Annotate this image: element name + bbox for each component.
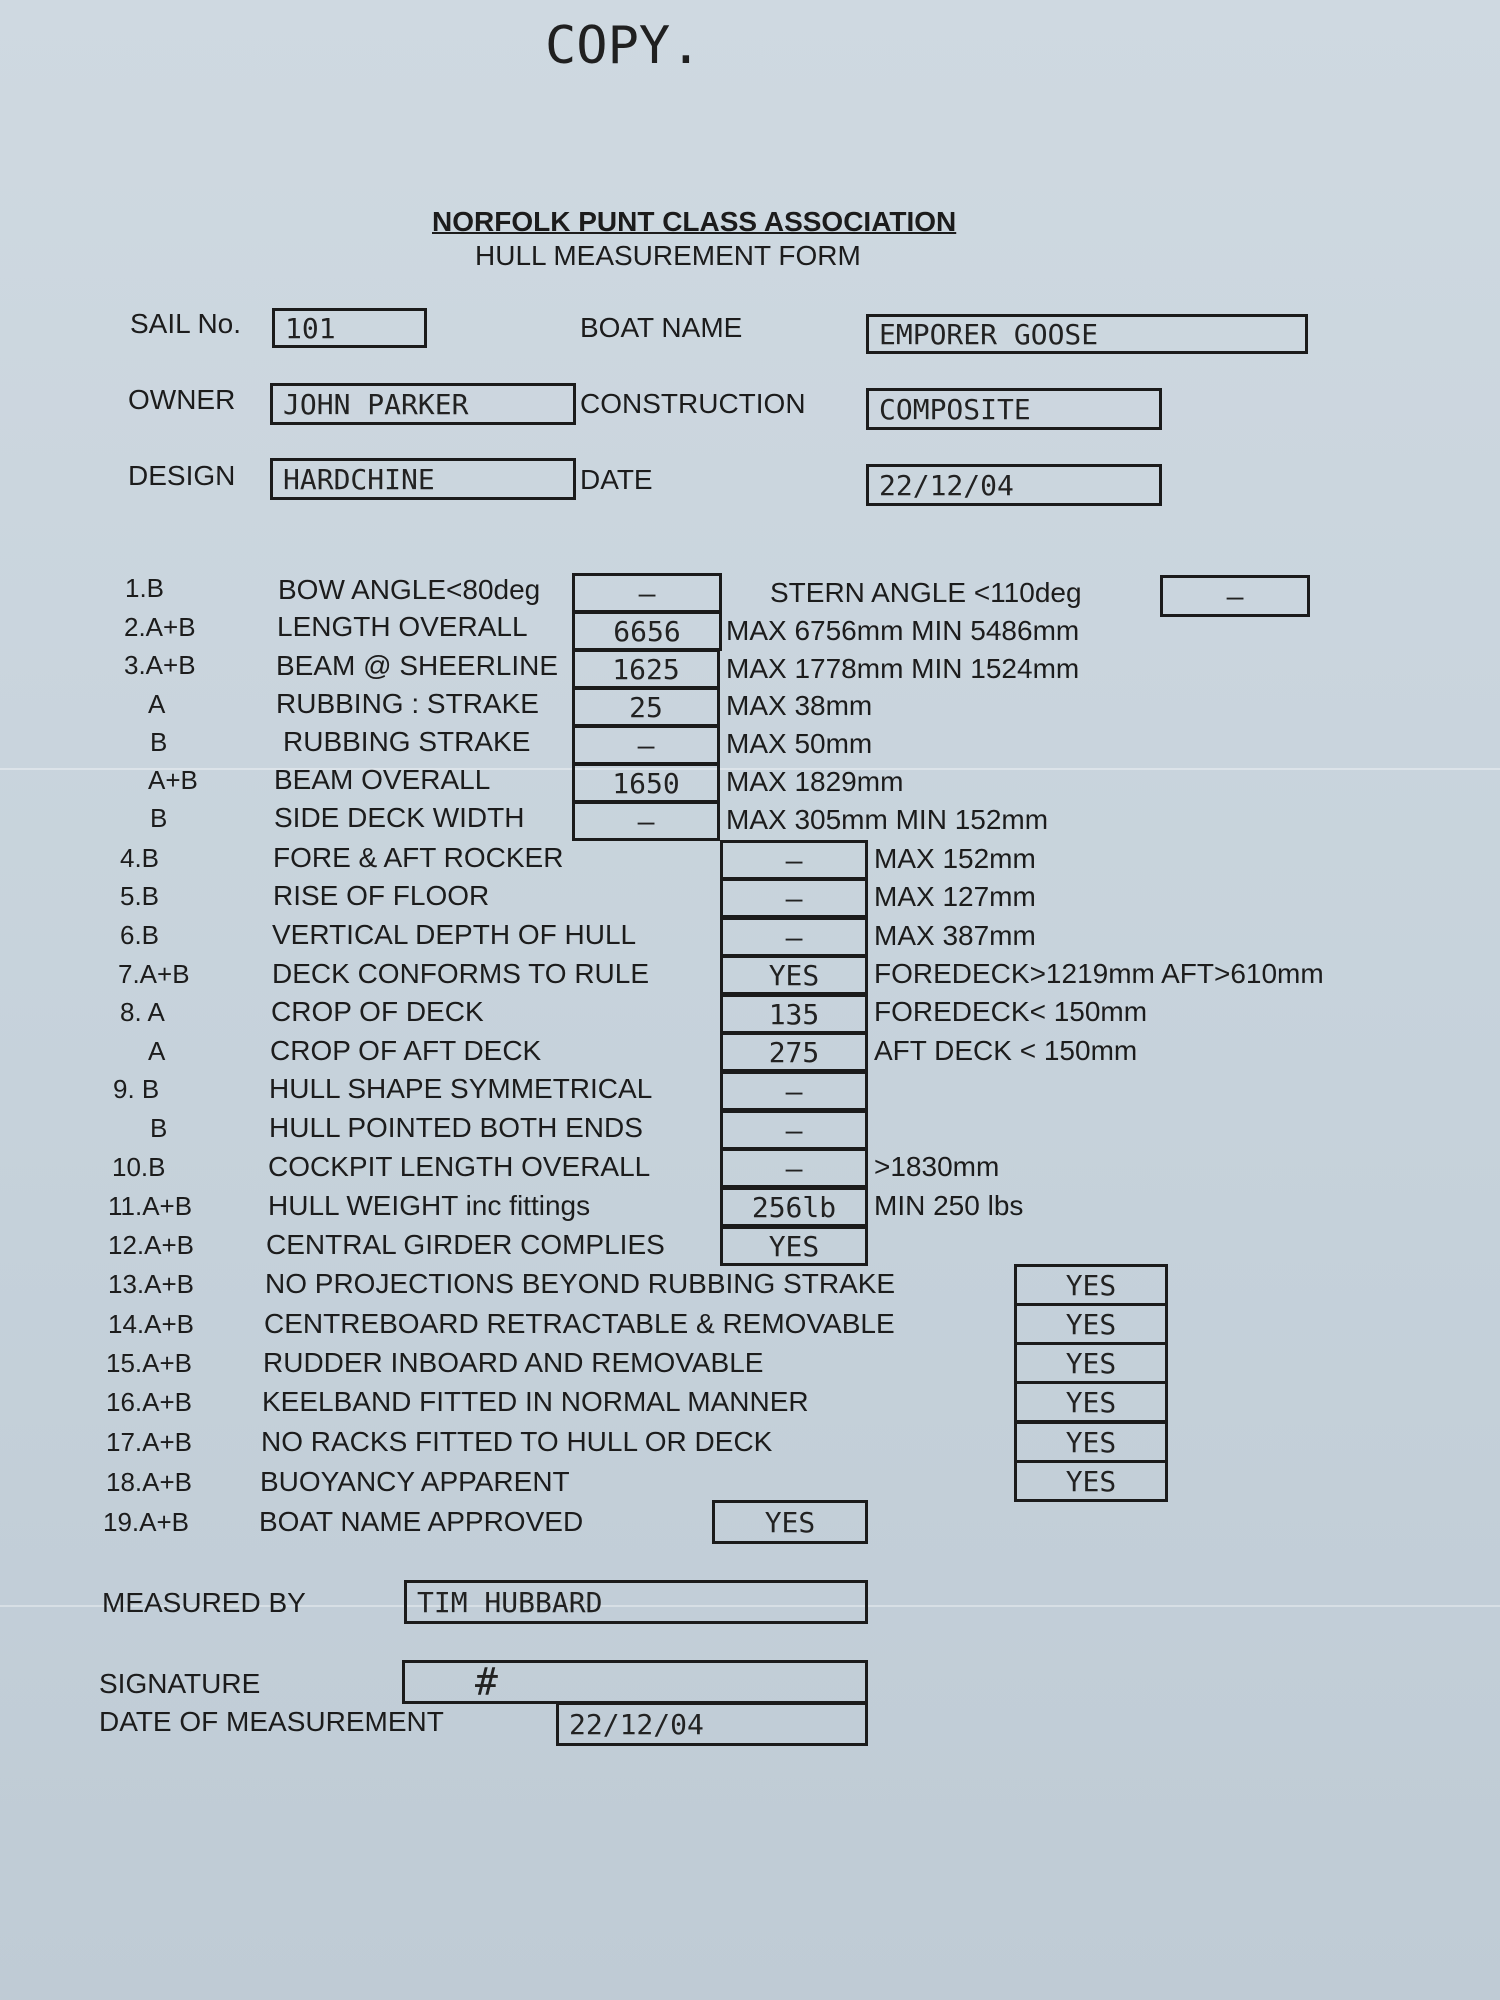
- stern-angle-label: STERN ANGLE <110deg: [770, 577, 1082, 608]
- row-label: RISE OF FLOOR: [273, 880, 490, 911]
- row-label: CROP OF AFT DECK: [270, 1035, 542, 1066]
- row-number: 1.B: [125, 573, 165, 603]
- row-label: CENTREBOARD RETRACTABLE & REMOVABLE: [264, 1308, 895, 1339]
- row-label: BEAM @ SHEERLINE: [276, 650, 559, 681]
- row-number: 9. B: [113, 1074, 160, 1104]
- row-limit: MAX 387mm: [874, 920, 1036, 951]
- stern-angle-field: [1160, 575, 1310, 617]
- owner-field: [270, 383, 576, 425]
- row-label: CROP OF DECK: [271, 996, 484, 1027]
- row-number: 8. A: [120, 997, 165, 1027]
- row-value: YES: [1065, 1346, 1117, 1380]
- row-label: HULL POINTED BOTH ENDS: [269, 1112, 643, 1143]
- row-limit: MAX 50mm: [726, 728, 873, 759]
- row-value-box: [572, 573, 722, 613]
- row-label: NO PROJECTIONS BEYOND RUBBING STRAKE: [265, 1268, 896, 1299]
- row-value: YES: [1065, 1385, 1117, 1419]
- row-number: A: [148, 689, 166, 719]
- date-value: 22/12/04: [879, 468, 1014, 502]
- measured-by-label: MEASURED BY: [102, 1587, 306, 1618]
- row-value-box: [572, 611, 722, 651]
- row-value: —: [785, 1113, 803, 1147]
- row-value-box: [720, 1032, 868, 1072]
- design-value: HARDCHINE: [283, 462, 435, 496]
- row-value-box: [720, 1071, 868, 1111]
- row-value-box: [720, 1187, 868, 1227]
- row-label: FORE & AFT ROCKER: [273, 842, 564, 873]
- row-value: YES: [1065, 1268, 1117, 1302]
- row-value-box: [1014, 1381, 1168, 1423]
- row-value-box: [1014, 1460, 1168, 1502]
- row-number: 18.A+B: [106, 1467, 193, 1497]
- row-value: —: [638, 576, 656, 610]
- row-value: 275: [768, 1035, 820, 1069]
- measured-by-field: [404, 1580, 868, 1624]
- signature-field: [402, 1660, 868, 1704]
- row-value-box: [572, 725, 720, 765]
- row-number: 4.B: [120, 843, 160, 873]
- row-limit: MIN 250 lbs: [874, 1190, 1024, 1221]
- row-limit: AFT DECK < 150mm: [874, 1035, 1138, 1066]
- boat-name-value: EMPORER GOOSE: [879, 317, 1099, 351]
- date-label: DATE: [580, 464, 653, 495]
- row-number: 3.A+B: [124, 650, 196, 680]
- row-value: —: [785, 1074, 803, 1108]
- row-value: YES: [1065, 1307, 1117, 1341]
- row-limit: MAX 152mm: [874, 843, 1036, 874]
- row-value: 6656: [613, 614, 681, 648]
- row-value: YES: [768, 958, 820, 992]
- row-number: 6.B: [120, 920, 160, 950]
- row-value-box: [572, 763, 720, 803]
- row-value-box: [1014, 1264, 1168, 1306]
- signature-value: #: [475, 1660, 498, 1704]
- row-limit: FOREDECK>1219mm AFT>610mm: [874, 958, 1324, 989]
- row-value: 256lb: [751, 1190, 837, 1224]
- association-title: NORFOLK PUNT CLASS ASSOCIATION: [432, 206, 957, 237]
- date-field: [866, 464, 1162, 506]
- row-label: SIDE DECK WIDTH: [274, 802, 525, 833]
- form-title: HULL MEASUREMENT FORM: [475, 240, 861, 271]
- design-field: [270, 458, 576, 500]
- row-value-box: [720, 1148, 868, 1188]
- row-label: COCKPIT LENGTH OVERALL: [268, 1151, 651, 1182]
- row-label: NO RACKS FITTED TO HULL OR DECK: [261, 1426, 773, 1457]
- row-number: 19.A+B: [103, 1507, 190, 1537]
- row-value-box: [1014, 1303, 1168, 1345]
- row-label: KEELBAND FITTED IN NORMAL MANNER: [262, 1386, 809, 1417]
- row-number: 7.A+B: [118, 959, 190, 989]
- row-limit: >1830mm: [874, 1151, 1000, 1182]
- row-value-box: [1014, 1421, 1168, 1463]
- row-value-box: [720, 994, 868, 1034]
- row-value-box: [712, 1500, 868, 1544]
- row-number: 12.A+B: [108, 1230, 195, 1260]
- row-number: A: [148, 1036, 166, 1066]
- row-value: 25: [629, 690, 663, 724]
- row-limit: MAX 1829mm: [726, 766, 904, 797]
- row-number: 5.B: [120, 881, 160, 911]
- boat-name-field: [866, 314, 1308, 354]
- row-number: 14.A+B: [108, 1309, 195, 1339]
- row-value-box: [720, 1110, 868, 1150]
- row-label: HULL WEIGHT inc fittings: [268, 1190, 591, 1221]
- row-value: —: [637, 804, 655, 838]
- stern-angle-value: —: [1226, 579, 1244, 613]
- row-label: RUBBING STRAKE: [283, 726, 531, 757]
- row-number: B: [150, 1113, 168, 1143]
- row-value-box: [720, 878, 868, 918]
- date-of-measurement-label: DATE OF MEASUREMENT: [99, 1706, 444, 1737]
- row-value: —: [785, 920, 803, 954]
- row-label: BOW ANGLE<80deg: [278, 574, 541, 605]
- row-number: 10.B: [112, 1152, 166, 1182]
- row-limit: MAX 305mm MIN 152mm: [726, 804, 1049, 835]
- row-value: 1625: [612, 652, 680, 686]
- row-number: 16.A+B: [106, 1387, 193, 1417]
- row-label: CENTRAL GIRDER COMPLIES: [266, 1229, 665, 1260]
- date-of-measurement-value: 22/12/04: [569, 1707, 704, 1741]
- row-value: —: [785, 1151, 803, 1185]
- construction-field: [866, 388, 1162, 430]
- row-value-box: [1014, 1342, 1168, 1384]
- row-value: YES: [768, 1229, 820, 1263]
- row-label: BUOYANCY APPARENT: [260, 1466, 570, 1497]
- sail-no-label: SAIL No.: [130, 308, 242, 339]
- row-value: YES: [1065, 1425, 1117, 1459]
- row-value: YES: [1065, 1464, 1117, 1498]
- sail-no-value: 101: [285, 311, 336, 345]
- row-value-box: [572, 649, 720, 689]
- row-limit: FOREDECK< 150mm: [874, 996, 1148, 1027]
- row-value: —: [637, 728, 655, 762]
- construction-label: CONSTRUCTION: [580, 388, 806, 419]
- row-label: LENGTH OVERALL: [277, 611, 528, 642]
- copy-mark: COPY.: [545, 16, 702, 76]
- construction-value: COMPOSITE: [879, 392, 1031, 426]
- row-value-box: [720, 1226, 868, 1266]
- row-limit: MAX 1778mm MIN 1524mm: [726, 653, 1080, 684]
- row-value-box: [572, 801, 720, 841]
- owner-value: JOHN PARKER: [283, 387, 469, 421]
- row-number: 11.A+B: [108, 1191, 193, 1221]
- row-label: RUDDER INBOARD AND REMOVABLE: [263, 1347, 764, 1378]
- row-value: 135: [768, 997, 820, 1031]
- row-limit: MAX 6756mm MIN 5486mm: [726, 615, 1080, 646]
- row-label: BOAT NAME APPROVED: [259, 1506, 584, 1537]
- row-label: HULL SHAPE SYMMETRICAL: [269, 1073, 653, 1104]
- row-value: —: [785, 843, 803, 877]
- row-label: RUBBING : STRAKE: [276, 688, 539, 719]
- row-value-box: [720, 955, 868, 995]
- sail-no-field: [272, 308, 427, 348]
- row-number: 2.A+B: [124, 612, 196, 642]
- row-value: —: [785, 881, 803, 915]
- row-number: B: [150, 727, 168, 757]
- row-value-box: [720, 917, 868, 957]
- row-number: B: [150, 803, 168, 833]
- date-of-measurement-field: [556, 1702, 868, 1746]
- design-label: DESIGN: [128, 460, 236, 491]
- row-number: 15.A+B: [106, 1348, 193, 1378]
- measured-by-value: TIM HUBBARD: [417, 1585, 603, 1619]
- row-label: DECK CONFORMS TO RULE: [272, 958, 650, 989]
- row-value: YES: [764, 1505, 816, 1539]
- row-limit: MAX 127mm: [874, 881, 1036, 912]
- row-number: 13.A+B: [108, 1269, 195, 1299]
- boat-name-label: BOAT NAME: [580, 312, 743, 343]
- row-number: 17.A+B: [106, 1427, 193, 1457]
- owner-label: OWNER: [128, 384, 236, 415]
- row-label: VERTICAL DEPTH OF HULL: [272, 919, 637, 950]
- signature-label: SIGNATURE: [99, 1668, 261, 1699]
- row-number: A+B: [148, 765, 198, 795]
- row-value-box: [572, 687, 720, 727]
- row-label: BEAM OVERALL: [274, 764, 491, 795]
- row-limit: MAX 38mm: [726, 690, 873, 721]
- row-value-box: [720, 840, 868, 880]
- row-value: 1650: [612, 766, 680, 800]
